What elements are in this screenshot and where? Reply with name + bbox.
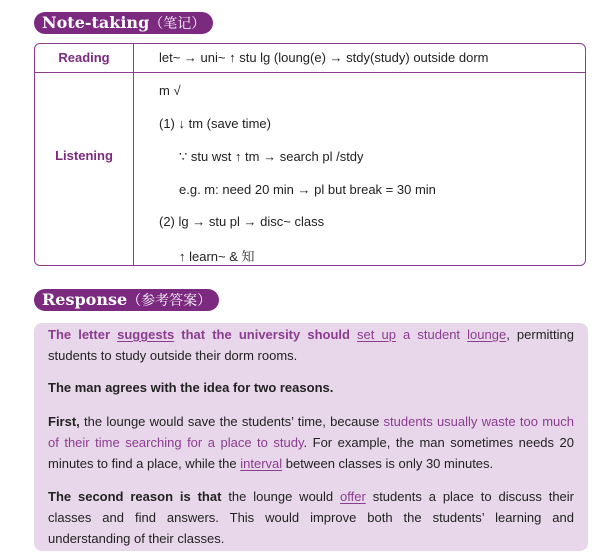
text-span: that the university should xyxy=(174,327,358,342)
response-paragraph-2: The man agrees with the idea for two reasons. xyxy=(48,380,334,395)
notes-table xyxy=(34,43,586,266)
text-span: the lounge would xyxy=(221,489,341,504)
note-taking-title-zh: （笔记） xyxy=(149,15,206,31)
text-span: The letter xyxy=(48,327,118,342)
text-span: The second reason is that xyxy=(48,489,222,504)
keyword: suggests xyxy=(117,327,175,342)
text-span: students a place to discuss their classes and find answers. This would improve both the students’ learning and understanding of their classes. xyxy=(48,489,575,546)
table-column-divider xyxy=(133,44,134,265)
keyword: offer xyxy=(340,489,366,504)
response-paragraph-3 xyxy=(48,411,574,474)
table-row-divider xyxy=(35,72,585,73)
keyword: lounge xyxy=(467,327,507,342)
highlighted-phrase: students usually waste too much of their time searching for a place to study xyxy=(48,414,574,450)
listening-line: (2) lg → stu pl → disc~ class xyxy=(159,214,325,229)
text-span: between classes is only 30 minutes. xyxy=(282,456,494,471)
note-taking-header xyxy=(34,12,213,34)
response-title: Response xyxy=(42,290,128,309)
text-span: First, xyxy=(48,414,80,429)
keyword: set up xyxy=(357,327,396,342)
reading-notes: let~ → uni~ ↑ stu lg (loung(e) → stdy(study) outside dorm xyxy=(159,50,489,65)
listening-line: ∵ stu wst ↑ tm → search pl /stdy xyxy=(179,149,364,164)
listening-line: e.g. m: need 20 min → pl but break = 30 min xyxy=(179,182,436,197)
response-box xyxy=(34,323,588,551)
text-span: the lounge would save the students’ time, because xyxy=(79,414,384,429)
text-span: , permitting students to study outside their dorm rooms. xyxy=(48,327,574,363)
response-title-zh: （参考答案） xyxy=(127,292,212,308)
listening-line: ↑ learn~ & 知 xyxy=(179,249,255,264)
response-header xyxy=(34,289,219,311)
text-span: . For example, the man sometimes needs 20 minutes to find a place, while the xyxy=(48,435,574,471)
response-paragraph-1 xyxy=(48,324,574,366)
reading-label: Reading xyxy=(58,50,110,65)
text-span: a student xyxy=(395,327,468,342)
listening-line: (1) ↓ tm (save time) xyxy=(159,116,271,131)
response-paragraph-4 xyxy=(48,486,574,549)
note-taking-title: Note-taking xyxy=(42,13,150,32)
listening-label: Listening xyxy=(55,148,113,163)
listening-line: m √ xyxy=(159,83,181,98)
keyword: interval xyxy=(240,456,283,471)
